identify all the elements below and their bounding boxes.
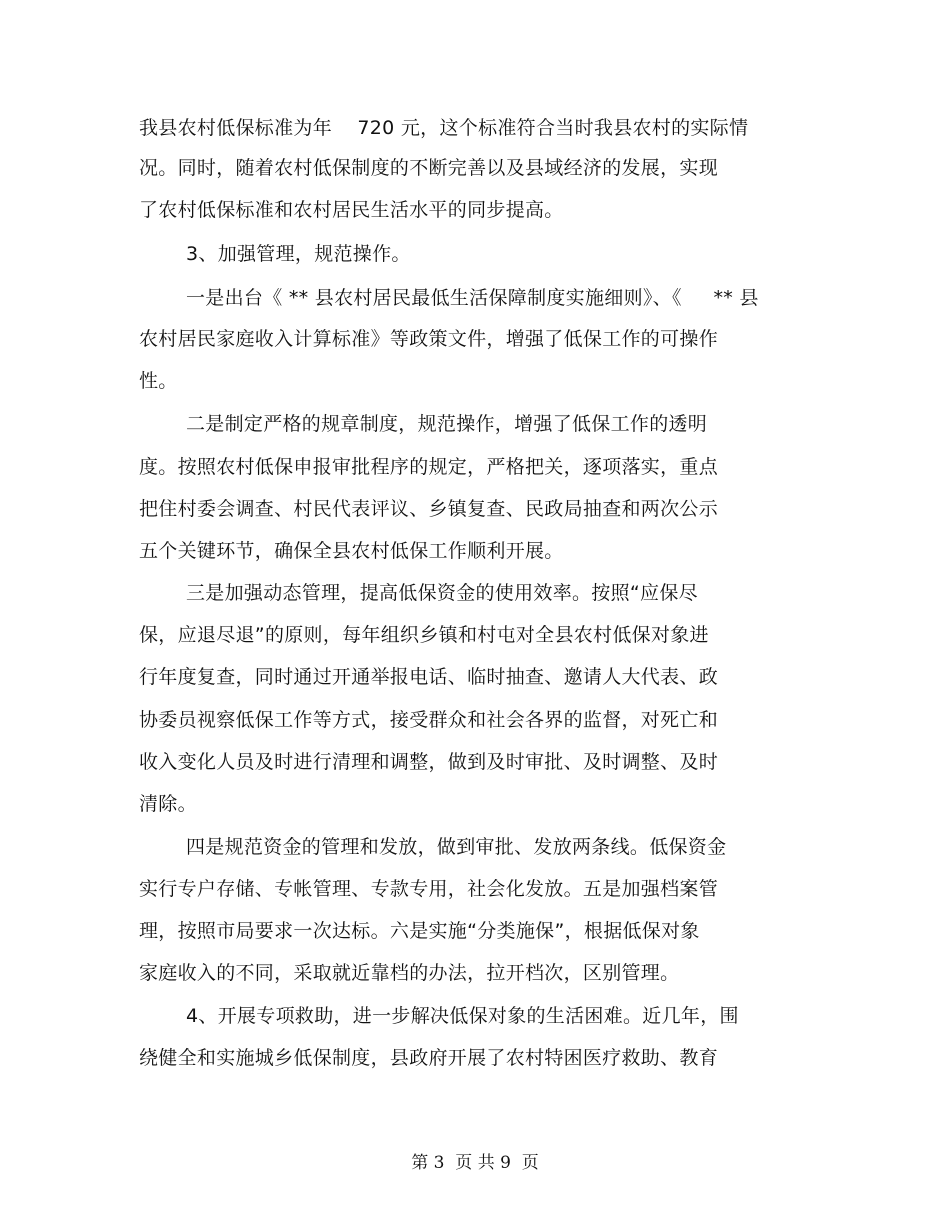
paragraph-line: 五个关键环节，确保全县农村低保工作顺利开展。 (139, 540, 564, 562)
paragraph-line: 行年度复查，同时通过开通举报电话、临时抽查、邀请人大代表、政 (139, 666, 719, 688)
paragraph-line: 理，按照市局要求一次达标。六是实施“分类施保”，根据低保对象 (139, 920, 700, 942)
paragraph-line: 农村居民家庭收入计算标准》等政策文件，增强了低保工作的可操作 (139, 328, 719, 350)
paragraph-line: 把住村委会调查、村民代表评议、乡镇复查、民政局抽查和两次公示 (139, 498, 719, 520)
paragraph-line: 保，应退尽退”的原则，每年组织乡镇和村屯对全县农村低保对象进 (139, 624, 709, 646)
paragraph-line: 三是加强动态管理，提高低保资金的使用效率。按照“应保尽 (186, 582, 698, 604)
paragraph-line: 一是出台《 ** 县农村居民最低生活保障制度实施细则》、《 ** 县 (186, 287, 759, 309)
paragraph-line: 清除。 (139, 793, 197, 815)
section-heading: 3、加强管理，规范操作。 (186, 243, 411, 265)
paragraph-line: 二是制定严格的规章制度，规范操作，增强了低保工作的透明 (186, 413, 708, 435)
paragraph-line: 4、开展专项救助，进一步解决低保对象的生活困难。近几年，围 (186, 1005, 739, 1027)
page-number-footer: 第 3 页 共 9 页 (411, 1153, 539, 1173)
paragraph-line: 家庭收入的不同，采取就近靠档的办法，拉开档次，区别管理。 (139, 962, 680, 984)
paragraph-line: 绕健全和实施城乡低保制度，县政府开展了农村特困医疗救助、教育 (139, 1047, 719, 1069)
paragraph-line: 度。按照农村低保申报审批程序的规定，严格把关，逐项落实，重点 (139, 456, 719, 478)
paragraph-line: 况。同时，随着农村低保制度的不断完善以及县域经济的发展，实现 (139, 157, 719, 179)
paragraph-line: 协委员视察低保工作等方式，接受群众和社会各界的监督，对死亡和 (139, 709, 719, 731)
paragraph-line: 性。 (139, 370, 178, 392)
paragraph-line: 实行专户存储、专帐管理、专款专用，社会化发放。五是加强档案管 (139, 878, 719, 900)
paragraph-line: 我县农村低保标准为年 720 元，这个标准符合当时我县农村的实际情 (139, 117, 749, 139)
paragraph-line: 收入变化人员及时进行清理和调整，做到及时审批、及时调整、及时 (139, 751, 719, 773)
paragraph-line: 了农村低保标准和农村居民生活水平的同步提高。 (139, 199, 564, 221)
paragraph-line: 四是规范资金的管理和发放，做到审批、发放两条线。低保资金 (186, 836, 727, 858)
